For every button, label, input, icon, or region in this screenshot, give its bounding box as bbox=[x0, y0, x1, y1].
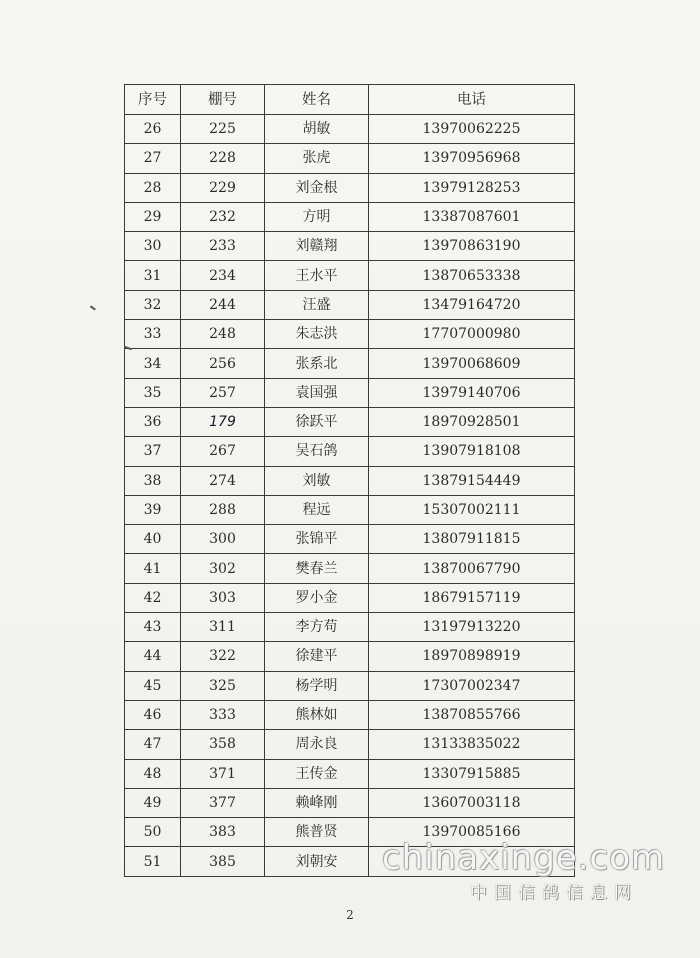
row-name: 汪盛 bbox=[265, 290, 369, 319]
table-row bbox=[125, 261, 575, 290]
row-loft: 288 bbox=[181, 495, 265, 524]
watermark-url: chinaxinge.com bbox=[382, 838, 666, 878]
header-serial: 序号 bbox=[125, 85, 181, 115]
table-row bbox=[125, 642, 575, 671]
table-row bbox=[125, 583, 575, 612]
row-serial: 30 bbox=[125, 232, 181, 261]
row-loft: 325 bbox=[181, 671, 265, 700]
table-row bbox=[125, 378, 575, 407]
table-row bbox=[125, 730, 575, 759]
row-serial: 50 bbox=[125, 818, 181, 847]
row-loft: 274 bbox=[181, 466, 265, 495]
watermark-site-name: 中国信鸽信息网 bbox=[470, 883, 638, 903]
row-loft: 229 bbox=[181, 173, 265, 202]
row-name: 刘金根 bbox=[265, 173, 369, 202]
row-phone: 17707000980 bbox=[369, 320, 575, 349]
row-phone: 18970898919 bbox=[369, 642, 575, 671]
row-serial: 45 bbox=[125, 671, 181, 700]
row-phone: 13870653338 bbox=[369, 261, 575, 290]
row-phone: 13970068609 bbox=[369, 349, 575, 378]
scan-mark bbox=[90, 305, 96, 310]
row-phone: 13979140706 bbox=[369, 378, 575, 407]
table-row bbox=[125, 144, 575, 173]
row-serial: 48 bbox=[125, 759, 181, 788]
header-phone: 电话 bbox=[369, 85, 575, 115]
row-name: 罗小金 bbox=[265, 583, 369, 612]
row-serial: 36 bbox=[125, 407, 181, 436]
row-loft: 248 bbox=[181, 320, 265, 349]
table-row bbox=[125, 407, 575, 436]
row-name: 张锦平 bbox=[265, 525, 369, 554]
row-name: 程远 bbox=[265, 495, 369, 524]
table-row bbox=[125, 173, 575, 202]
row-phone: 13970062225 bbox=[369, 115, 575, 144]
row-name: 王传金 bbox=[265, 759, 369, 788]
table-header-row bbox=[125, 85, 575, 115]
row-name: 徐建平 bbox=[265, 642, 369, 671]
row-serial: 41 bbox=[125, 554, 181, 583]
row-loft: 302 bbox=[181, 554, 265, 583]
table-row bbox=[125, 466, 575, 495]
table-row bbox=[125, 437, 575, 466]
table-row bbox=[125, 554, 575, 583]
row-serial: 37 bbox=[125, 437, 181, 466]
row-name: 刘朝安 bbox=[265, 847, 369, 876]
row-loft: 233 bbox=[181, 232, 265, 261]
row-loft: 333 bbox=[181, 700, 265, 729]
table-body bbox=[125, 115, 575, 877]
row-phone: 13479164720 bbox=[369, 290, 575, 319]
row-loft: 225 bbox=[181, 115, 265, 144]
row-name: 杨学明 bbox=[265, 671, 369, 700]
row-phone: 13133835022 bbox=[369, 730, 575, 759]
row-name: 熊普贤 bbox=[265, 818, 369, 847]
row-phone: 13879154449 bbox=[369, 466, 575, 495]
row-name: 张虎 bbox=[265, 144, 369, 173]
row-phone: 13197913220 bbox=[369, 613, 575, 642]
row-phone: 13807911815 bbox=[369, 525, 575, 554]
row-loft: 383 bbox=[181, 818, 265, 847]
row-name: 周永良 bbox=[265, 730, 369, 759]
row-name: 刘敏 bbox=[265, 466, 369, 495]
row-serial: 27 bbox=[125, 144, 181, 173]
header-name: 姓名 bbox=[265, 85, 369, 115]
row-phone: 13387087601 bbox=[369, 202, 575, 231]
row-name: 赖峰刚 bbox=[265, 788, 369, 817]
row-serial: 47 bbox=[125, 730, 181, 759]
row-phone: 13870067790 bbox=[369, 554, 575, 583]
row-phone: 13970863190 bbox=[369, 232, 575, 261]
table-row bbox=[125, 525, 575, 554]
table-row bbox=[125, 613, 575, 642]
row-name: 袁国强 bbox=[265, 378, 369, 407]
table-row bbox=[125, 700, 575, 729]
row-loft: 179 bbox=[181, 407, 265, 436]
row-serial: 42 bbox=[125, 583, 181, 612]
row-loft: 303 bbox=[181, 583, 265, 612]
table-row bbox=[125, 232, 575, 261]
row-serial: 26 bbox=[125, 115, 181, 144]
row-loft: 311 bbox=[181, 613, 265, 642]
row-phone: 13907918108 bbox=[369, 437, 575, 466]
row-loft: 244 bbox=[181, 290, 265, 319]
table-row bbox=[125, 759, 575, 788]
row-loft: 256 bbox=[181, 349, 265, 378]
row-loft: 358 bbox=[181, 730, 265, 759]
row-serial: 32 bbox=[125, 290, 181, 319]
row-phone: 15307002111 bbox=[369, 495, 575, 524]
header-loft: 棚号 bbox=[181, 85, 265, 115]
table-row bbox=[125, 788, 575, 817]
row-name: 朱志洪 bbox=[265, 320, 369, 349]
table-row bbox=[125, 671, 575, 700]
row-name: 刘赣翔 bbox=[265, 232, 369, 261]
row-serial: 28 bbox=[125, 173, 181, 202]
row-serial: 35 bbox=[125, 378, 181, 407]
roster-table bbox=[124, 84, 575, 877]
row-phone: 13970085166 bbox=[369, 818, 575, 847]
row-loft: 322 bbox=[181, 642, 265, 671]
row-serial: 39 bbox=[125, 495, 181, 524]
row-serial: 31 bbox=[125, 261, 181, 290]
row-serial: 44 bbox=[125, 642, 181, 671]
row-phone: 13307915885 bbox=[369, 759, 575, 788]
row-serial: 34 bbox=[125, 349, 181, 378]
row-phone: 13607003118 bbox=[369, 788, 575, 817]
row-phone: 18970928501 bbox=[369, 407, 575, 436]
row-name: 徐跃平 bbox=[265, 407, 369, 436]
row-serial: 51 bbox=[125, 847, 181, 876]
row-phone: 13870855766 bbox=[369, 700, 575, 729]
row-loft: 300 bbox=[181, 525, 265, 554]
table-row bbox=[125, 349, 575, 378]
row-serial: 46 bbox=[125, 700, 181, 729]
row-loft: 234 bbox=[181, 261, 265, 290]
row-serial: 29 bbox=[125, 202, 181, 231]
row-phone: 13970956968 bbox=[369, 144, 575, 173]
row-serial: 40 bbox=[125, 525, 181, 554]
row-loft: 377 bbox=[181, 788, 265, 817]
row-name: 方明 bbox=[265, 202, 369, 231]
row-phone: 18679157119 bbox=[369, 583, 575, 612]
row-phone: 17307002347 bbox=[369, 671, 575, 700]
row-name: 胡敏 bbox=[265, 115, 369, 144]
table-row bbox=[125, 320, 575, 349]
row-loft: 257 bbox=[181, 378, 265, 407]
row-serial: 33 bbox=[125, 320, 181, 349]
row-serial: 38 bbox=[125, 466, 181, 495]
row-phone: 13979128253 bbox=[369, 173, 575, 202]
row-loft: 232 bbox=[181, 202, 265, 231]
row-loft: 385 bbox=[181, 847, 265, 876]
row-loft: 228 bbox=[181, 144, 265, 173]
table-row bbox=[125, 202, 575, 231]
row-name: 王水平 bbox=[265, 261, 369, 290]
row-serial: 43 bbox=[125, 613, 181, 642]
row-name: 李方苟 bbox=[265, 613, 369, 642]
row-serial: 49 bbox=[125, 788, 181, 817]
row-name: 张系北 bbox=[265, 349, 369, 378]
row-name: 樊春兰 bbox=[265, 554, 369, 583]
row-name: 熊林如 bbox=[265, 700, 369, 729]
table-row bbox=[125, 290, 575, 319]
table-row bbox=[125, 115, 575, 144]
page-number: 2 bbox=[346, 908, 354, 922]
row-name: 吴石鸽 bbox=[265, 437, 369, 466]
row-loft: 267 bbox=[181, 437, 265, 466]
row-loft: 371 bbox=[181, 759, 265, 788]
table-row bbox=[125, 495, 575, 524]
